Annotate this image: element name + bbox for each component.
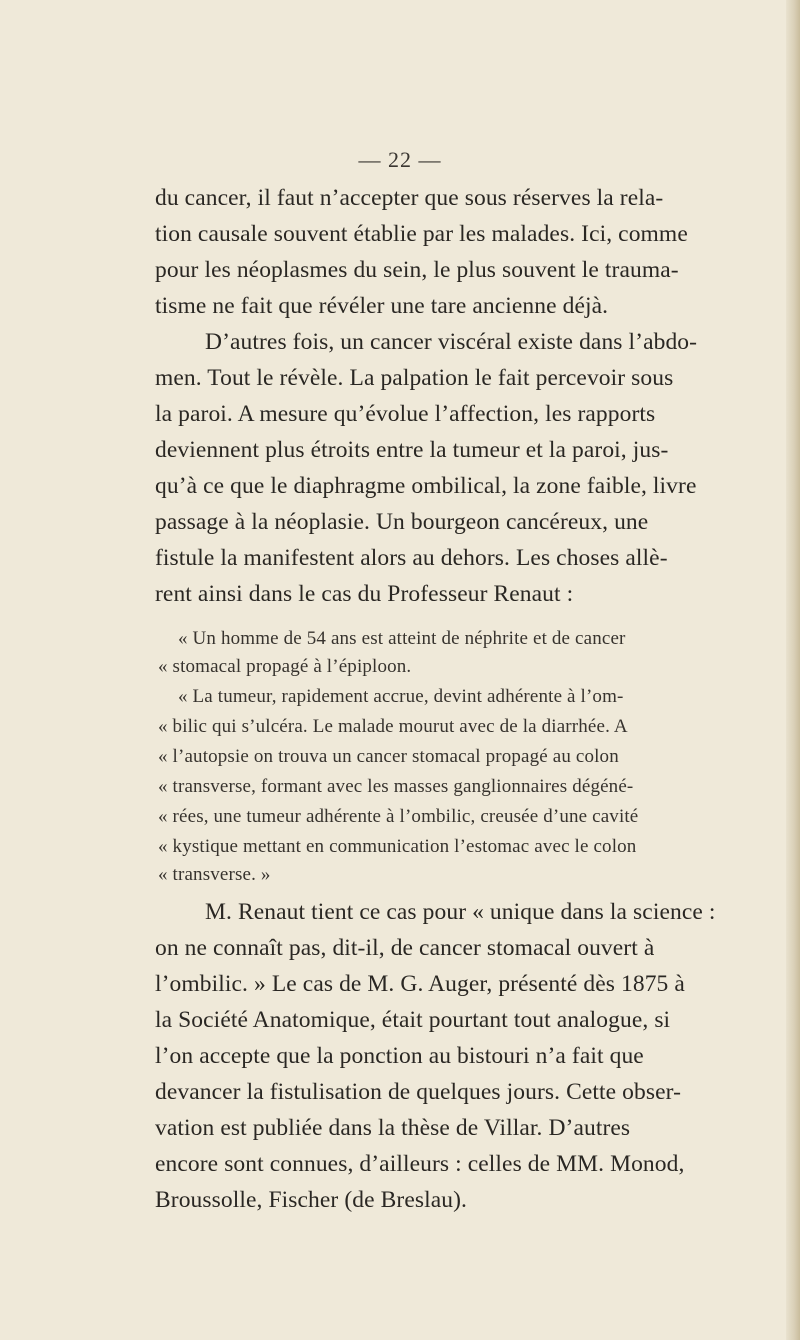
paragraph3-line: vation est publiée dans la thèse de Villar. D’autres	[155, 1115, 631, 1141]
quote-line: « transverse, formant avec les masses ganglionnaires dégéné-	[158, 776, 634, 797]
paragraph1-line: pour les néoplasmes du sein, le plus souvent le trauma-	[155, 257, 679, 283]
quote-line: « La tumeur, rapidement accrue, devint adhérente à l’om-	[178, 686, 624, 707]
quote-line: « Un homme de 54 ans est atteint de néphrite et de cancer	[178, 628, 626, 649]
paragraph2-line: men. Tout le révèle. La palpation le fait percevoir sous	[155, 365, 674, 391]
quote-line: « stomacal propagé à l’épiploon.	[158, 656, 412, 677]
quote-line: « l’autopsie on trouva un cancer stomacal propagé au colon	[158, 746, 619, 767]
quote-line: « rées, une tumeur adhérente à l’ombilic, creusée d’une cavité	[158, 806, 639, 827]
paragraph2-line: fistule la manifestent alors au dehors. Les choses allè-	[155, 545, 668, 571]
paragraph1-line: tisme ne fait que révéler une tare ancienne déjà.	[155, 293, 609, 319]
page-edge-shadow	[786, 0, 800, 1340]
page-number: — 22 —	[358, 147, 442, 172]
paragraph1-line: tion causale souvent établie par les malades. Ici, comme	[155, 221, 688, 247]
quote-line: « bilic qui s’ulcéra. Le malade mourut avec de la diarrhée. A	[158, 716, 628, 737]
paragraph3-line: M. Renaut tient ce cas pour « unique dans la science :	[205, 899, 716, 925]
paragraph3-line: encore sont connues, d’ailleurs : celles de MM. Monod,	[155, 1151, 685, 1177]
paragraph3-line: l’ombilic. » Le cas de M. G. Auger, présenté dès 1875 à	[155, 971, 685, 997]
paragraph2-line: la paroi. A mesure qu’évolue l’affection, les rapports	[155, 401, 656, 427]
paragraph3-line: Broussolle, Fischer (de Breslau).	[155, 1187, 468, 1213]
paragraph2-line: rent ainsi dans le cas du Professeur Renaut :	[155, 581, 574, 607]
paragraph2-line: D’autres fois, un cancer viscéral existe dans l’abdo-	[205, 329, 698, 355]
paragraph2-line: deviennent plus étroits entre la tumeur et la paroi, jus-	[155, 437, 669, 463]
paragraph2-line: qu’à ce que le diaphragme ombilical, la zone faible, livre	[155, 473, 697, 499]
paragraph3-line: devancer la fistulisation de quelques jours. Cette obser-	[155, 1079, 681, 1105]
quote-line: « kystique mettant en communication l’estomac avec le colon	[158, 836, 637, 857]
quote-line: « transverse. »	[158, 864, 271, 885]
paragraph1-line: du cancer, il faut n’accepter que sous réserves la rela-	[155, 185, 664, 211]
paragraph3-line: on ne connaît pas, dit-il, de cancer stomacal ouvert à	[155, 935, 655, 961]
paragraph3-line: l’on accepte que la ponction au bistouri n’a fait que	[155, 1043, 644, 1069]
paragraph2-line: passage à la néoplasie. Un bourgeon cancéreux, une	[155, 509, 649, 535]
paragraph3-line: la Société Anatomique, était pourtant tout analogue, si	[155, 1007, 671, 1033]
